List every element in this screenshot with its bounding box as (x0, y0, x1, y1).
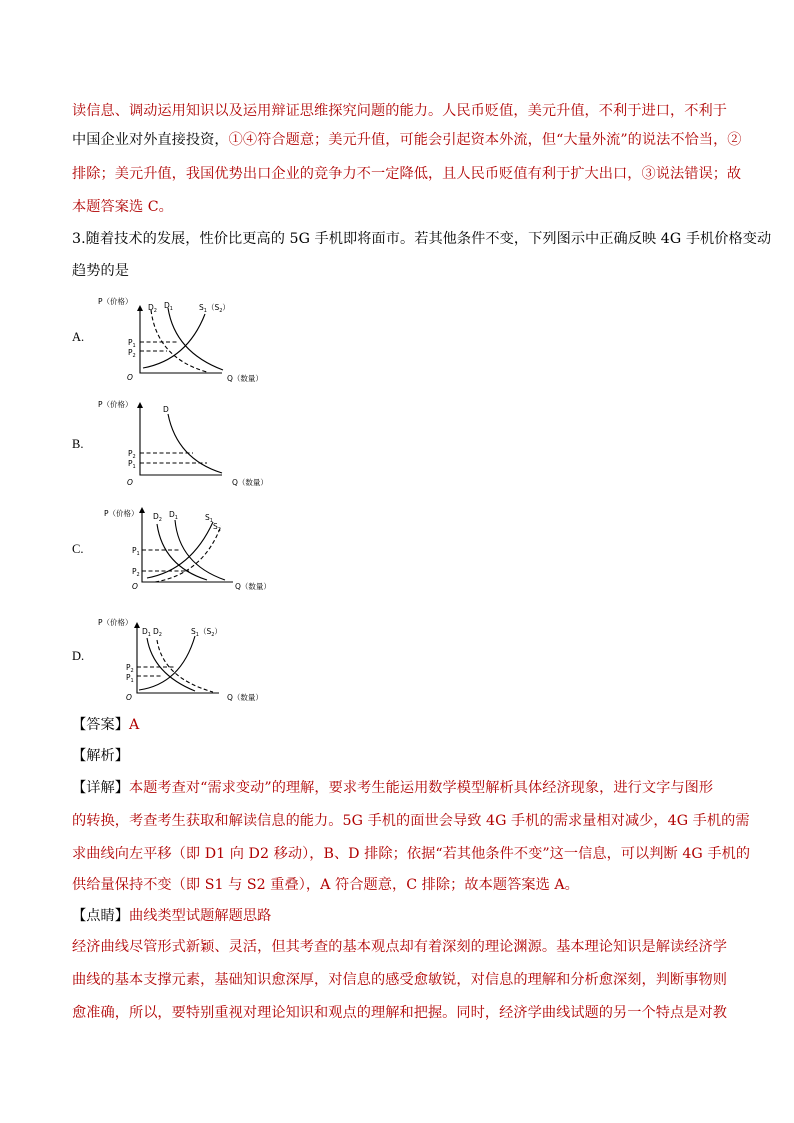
y-axis-label: P（价格） (104, 509, 139, 518)
d1-curve (168, 308, 223, 370)
d2-label: $D_2$ (148, 303, 157, 314)
y-arrow (137, 402, 143, 408)
s1-label: $S_1$ (205, 513, 213, 524)
question-line2: 趋势的是 (72, 263, 129, 279)
option-c-graph (95, 502, 295, 602)
y-arrow (137, 305, 143, 311)
x-axis-label: Q（数量） (227, 374, 263, 383)
detail-line3: 求曲线向左平移（即 D1 向 D2 移动），B、D 排除；依据“若其他条件不变”这一信息，可以判断 4G 手机的 (72, 846, 751, 862)
s-curve (139, 636, 195, 690)
d-label: D (163, 405, 169, 414)
option-b-label: B. (72, 437, 84, 451)
x-axis-label: Q（数量） (235, 582, 271, 591)
detail-line4: 供给量保持不变（即 S1 与 S2 重叠），A 符合题意，C 排除；故本题答案选 A。 (72, 877, 579, 893)
p2-label: $P_2$ (132, 567, 140, 578)
para1-line3: 排除；美元升值，我国优势出口企业的竞争力不一定降低，且人民币贬值有利于扩大出口，③说法错误；故 (72, 166, 742, 182)
option-a-graph (95, 290, 295, 390)
d-curve (168, 414, 222, 473)
para1-line4: 本题答案选 C。 (72, 199, 173, 215)
option-d-label: D. (72, 649, 85, 663)
y-arrow (134, 622, 140, 628)
answer-line: 【答案】A (72, 717, 140, 733)
d1-curve (147, 638, 195, 691)
option-d-graph (95, 612, 295, 712)
x-axis-label: Q（数量） (232, 478, 268, 487)
origin: O (132, 582, 138, 591)
y-axis-label: P（价格） (98, 618, 133, 627)
option-b-graph (95, 397, 295, 497)
option-a-label: A. (72, 330, 85, 344)
s-label: $S_1(S_2)$ (199, 303, 230, 314)
detail-line1: 【详解】本题考查对“需求变动”的理解，要求考生能运用数学模型解析具体经济现象，进行文字与图形 (72, 780, 714, 796)
s-curve (143, 314, 205, 368)
d1-label: $D_1$ (142, 627, 151, 638)
p2-label: $P_2$ (128, 449, 136, 460)
p1-label: $P_1$ (126, 673, 134, 684)
y-axis-label: P（价格） (98, 400, 133, 409)
origin: O (126, 693, 132, 702)
body-line1: 经济曲线尽管形式新颖、灵活，但其考查的基本观点却有着深刻的理论渊源。基本理论知识是解读经济学 (72, 939, 727, 955)
option-c-label: C. (72, 542, 84, 556)
p1-label: $P_1$ (128, 338, 136, 349)
d2-label: $D_2$ (153, 512, 162, 523)
para1-line1: 读信息、调动运用知识以及运用辩证思维探究问题的能力。人民币贬值，美元升值，不利于进口，不利于 (72, 103, 727, 119)
tip-line: 【点睛】曲线类型试题解题思路 (72, 908, 272, 924)
d2-curve (151, 310, 207, 372)
detail-line2: 的转换，考查考生获取和解读信息的能力。5G 手机的面世会导致 4G 手机的需求量相对减少，4G 手机的需 (72, 813, 750, 829)
p1-label: $P_1$ (132, 546, 140, 557)
s2-label: $S_2$ (213, 522, 221, 533)
d2-curve (157, 640, 213, 692)
p2-label: $P_2$ (128, 348, 136, 359)
analysis-line: 【解析】 (72, 748, 129, 764)
x-axis-label: Q（数量） (227, 693, 263, 702)
d1-label: $D_1$ (164, 301, 173, 312)
origin: O (127, 478, 133, 487)
para1-line2: 中国企业对外直接投资，①④符合题意；美元升值，可能会引起资本外流，但“大量外流”的说法不恰当，② (72, 132, 742, 148)
body-line3: 愈准确，所以，要特别重视对理论知识和观点的理解和把握。同时，经济学曲线试题的另一个特点是对教 (72, 1005, 727, 1021)
d2-curve (157, 524, 207, 580)
s-label: $S_1(S_2)$ (191, 627, 222, 638)
question-line1: 3.随着技术的发展，性价比更高的 5G 手机即将面市。若其他条件不变，下列图示中正确反映 4G 手机价格变动 (72, 231, 772, 247)
p2-label: $P_2$ (126, 663, 134, 674)
y-axis-label: P（价格） (98, 297, 133, 306)
origin: O (127, 373, 133, 382)
d1-label: $D_1$ (169, 510, 178, 521)
y-arrow (139, 507, 145, 513)
p1-label: $P_1$ (128, 459, 136, 470)
body-line2: 曲线的基本支撑元素，基础知识愈深厚，对信息的感受愈敏锐，对信息的理解和分析愈深刻，判断事物则 (72, 972, 727, 988)
d2-label: $D_2$ (153, 627, 162, 638)
axes (140, 405, 222, 475)
